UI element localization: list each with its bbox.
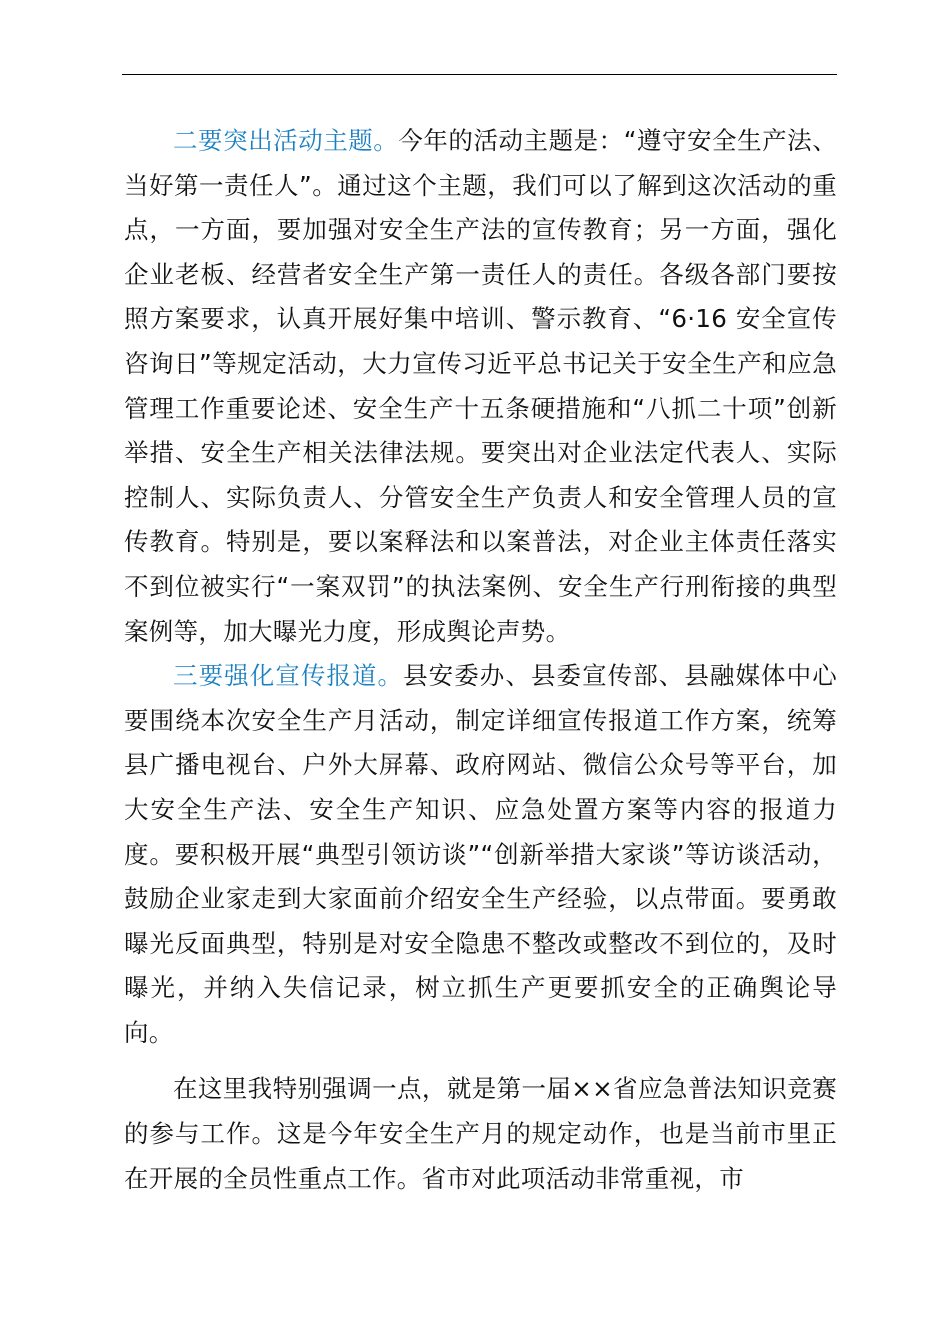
paragraph-heading: 三要强化宣传报道。 — [173, 661, 404, 691]
paragraph-publicity — [124, 654, 837, 1055]
paragraph-text: 今年的活动主题是：“遵守安全生产法、当好第一责任人”。通过这个主题，我们可以了解到这次活动的重点，一方面，要加强对安全生产法的宣传教育；另一方面，强化企业老板、经营者安全生产第一责任人的责任。各级各部门要按照方案要求，认真开展好集中培训、警示教育、“6·16 安全宣传咨询日”等规定活动，大力宣传习近平总书记关于安全生产和应急管理工作重要论述、安全生产十五条硬措施和“八抓二十项”创新举措、安全生产相关法律法规。要突出对企业法定代表人、实际控制人、实际负责人、分管安全生产负责人和安全管理人员的宣传教育。特别是，要以案释法和以案普法，对企业主体责任落实不到位被实行“一案双罚”的执法案例、安全生产行刑衔接的典型案例等，加大曝光力度，形成舆论声势。 — [124, 126, 838, 646]
paragraph-text: 在这里我特别强调一点，就是第一届××省应急普法知识竞赛的参与工作。这是今年安全生产月的规定动作，也是当前市里正在开展的全员性重点工作。省市对此项活动非常重视，市 — [124, 1074, 837, 1193]
header-rule — [122, 74, 837, 75]
document-body — [124, 119, 837, 1201]
paragraph-heading: 二要突出活动主题。 — [173, 126, 399, 155]
paragraph-competition — [124, 1067, 837, 1201]
paragraph-activity-theme — [124, 119, 837, 654]
paragraph-text: 县安委办、县委宣传部、县融媒体中心要围绕本次安全生产月活动，制定详细宣传报道工作方案，统筹县广播电视台、户外大屏幕、政府网站、微信公众号等平台，加大安全生产法、安全生产知识、应急处置方案等内容的报道力度。要积极开展“典型引领访谈”“创新举措大家谈”等访谈活动，鼓励企业家走到大家面前介绍安全生产经验，以点带面。要勇敢曝光反面典型，特别是对安全隐患不整改或整改不到位的，及时曝光，并纳入失信记录，树立抓生产更要抓安全的正确舆论导向。 — [124, 661, 837, 1047]
